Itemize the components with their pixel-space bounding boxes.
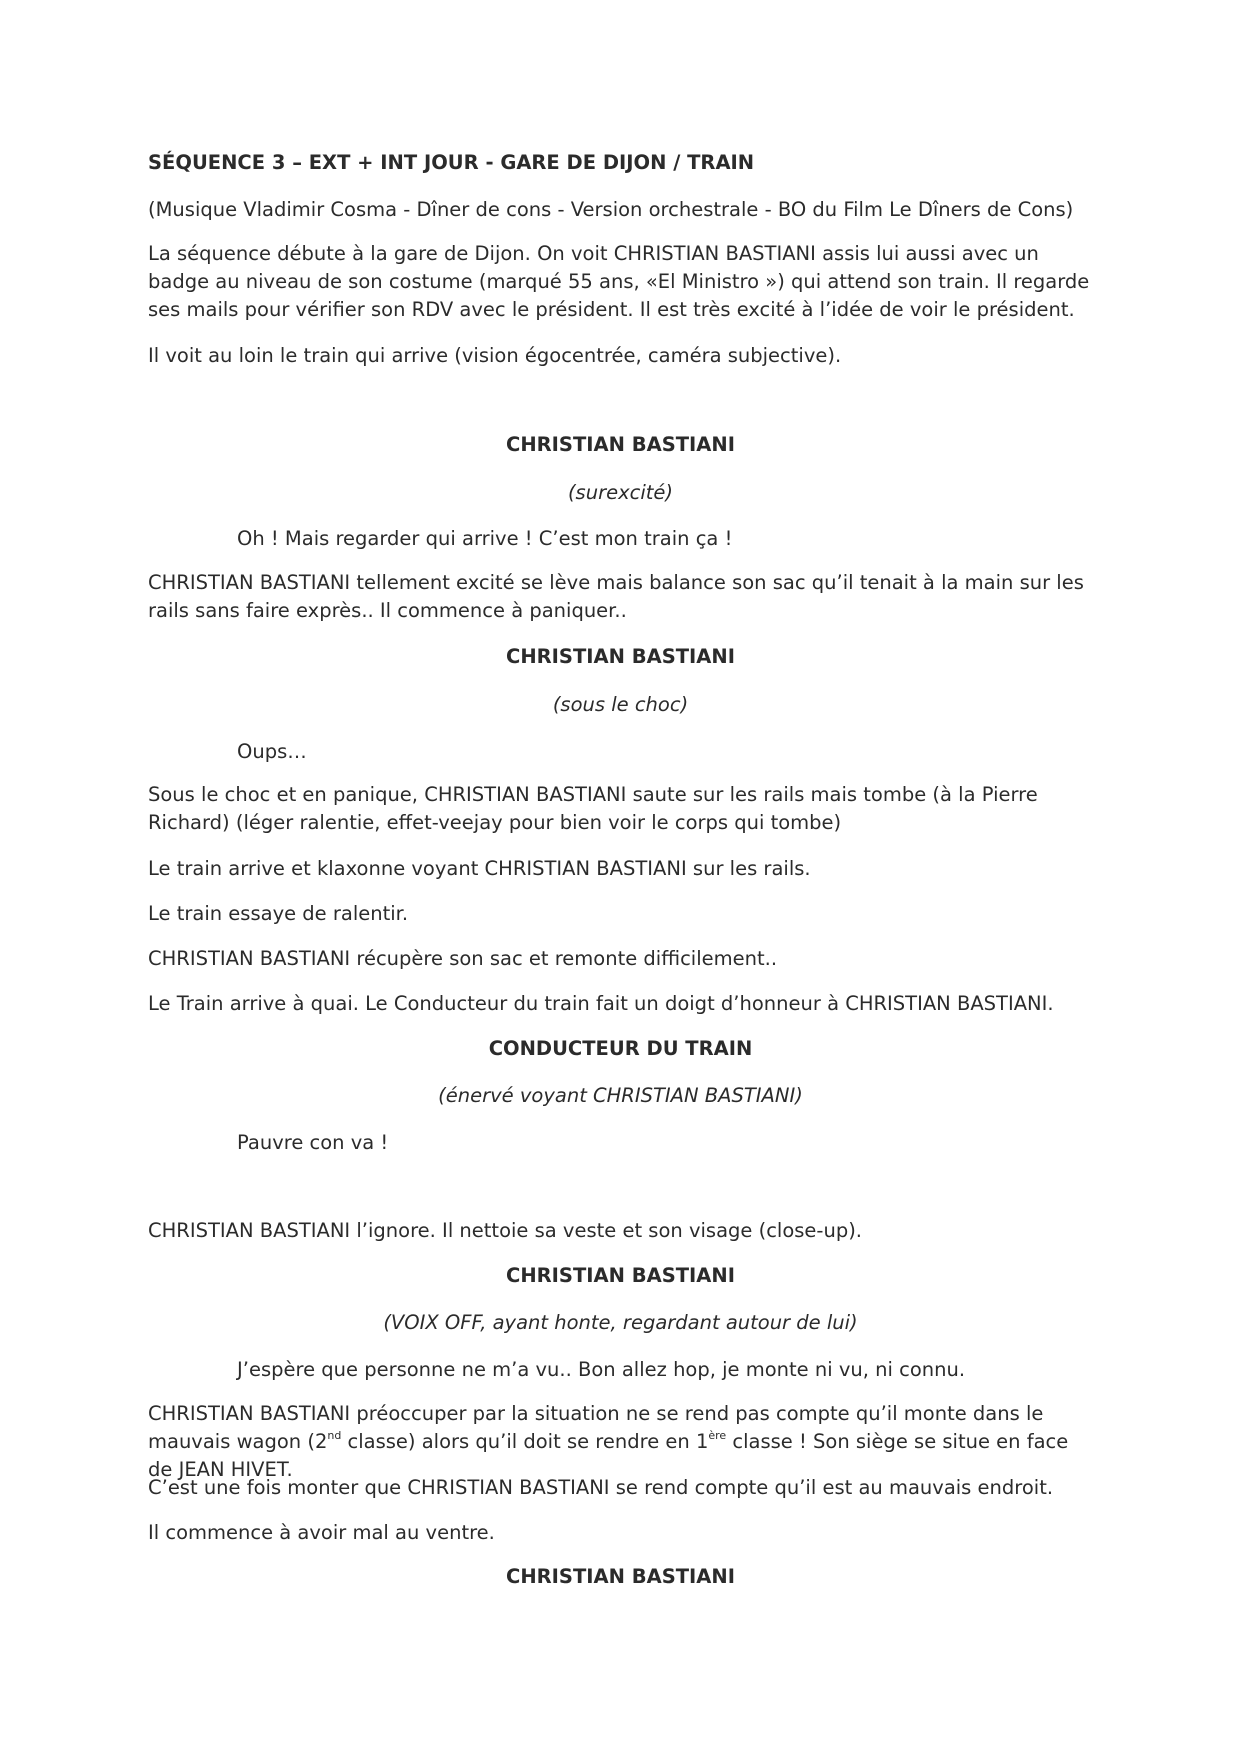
action-text: classe) alors qu’il doit se rendre en 1 — [341, 1430, 709, 1453]
parenthetical: (énervé voyant CHRISTIAN BASTIANI) — [438, 1084, 803, 1107]
action-paragraph: C’est une fois monter que CHRISTIAN BASTIANI se rend compte qu’il est au mauvais endroit. — [148, 1476, 1054, 1499]
dialogue: Oh ! Mais regarder qui arrive ! C’est mon train ça ! — [237, 527, 733, 550]
scene-heading: SÉQUENCE 3 – EXT + INT JOUR - GARE DE DIJON / TRAIN — [148, 151, 755, 174]
character-name: CHRISTIAN BASTIANI — [506, 1264, 735, 1287]
character-name: CONDUCTEUR DU TRAIN — [488, 1037, 753, 1060]
action-paragraph — [148, 1400, 1093, 1484]
action-paragraph: La séquence débute à la gare de Dijon. On voit CHRISTIAN BASTIANI assis lui aussi avec un badge au niveau de son costume (marqué 55 ans, «El Ministro ») qui attend son train. Il regarde ses mails pour vérifier son RDV avec le président. Il est très excité à l’idée de voir le président. — [148, 242, 1090, 321]
action-text: classe ! Son siège se situe en face de JEAN HIVET. — [148, 1430, 1069, 1481]
character-name: CHRISTIAN BASTIANI — [506, 433, 735, 456]
music-note: (Musique Vladimir Cosma - Dîner de cons - Version orchestrale - BO du Film Le Dîners de Cons) — [148, 198, 1074, 221]
action-paragraph: Le train arrive et klaxonne voyant CHRISTIAN BASTIANI sur les rails. — [148, 857, 811, 880]
action-paragraph: CHRISTIAN BASTIANI récupère son sac et remonte difficilement.. — [148, 947, 778, 970]
parenthetical: (VOIX OFF, ayant honte, regardant autour de lui) — [383, 1311, 858, 1334]
superscript: nd — [327, 1428, 342, 1442]
action-paragraph: Il voit au loin le train qui arrive (vision égocentrée, caméra subjective). — [148, 344, 842, 367]
parenthetical: (sous le choc) — [552, 693, 689, 716]
character-name: CHRISTIAN BASTIANI — [506, 645, 735, 668]
parenthetical: (surexcité) — [567, 481, 674, 504]
action-paragraph: CHRISTIAN BASTIANI l’ignore. Il nettoie sa veste et son visage (close-up). — [148, 1219, 863, 1242]
action-text: CHRISTIAN BASTIANI préoccuper par la situation ne se rend pas compte qu’il monte dans le mauvais wagon (2 — [148, 1402, 1044, 1453]
action-paragraph: CHRISTIAN BASTIANI tellement excité se lève mais balance son sac qu’il tenait à la main sur les rails sans faire exprès.. Il commence à paniquer.. — [148, 571, 1084, 622]
superscript: ère — [708, 1428, 727, 1442]
dialogue: Oups… — [237, 740, 307, 763]
dialogue: J’espère que personne ne m’a vu.. Bon allez hop, je monte ni vu, ni connu. — [237, 1358, 966, 1381]
character-name: CHRISTIAN BASTIANI — [506, 1565, 735, 1588]
dialogue: Pauvre con va ! — [237, 1131, 389, 1154]
action-paragraph: Il commence à avoir mal au ventre. — [148, 1521, 495, 1544]
action-paragraph: Le Train arrive à quai. Le Conducteur du train fait un doigt d’honneur à CHRISTIAN BASTIANI. — [148, 992, 1054, 1015]
action-paragraph: Le train essaye de ralentir. — [148, 902, 409, 925]
action-paragraph: Sous le choc et en panique, CHRISTIAN BASTIANI saute sur les rails mais tombe (à la Pierre Richard) (léger ralentie, effet-veejay pour bien voir le corps qui tombe) — [148, 783, 1038, 834]
